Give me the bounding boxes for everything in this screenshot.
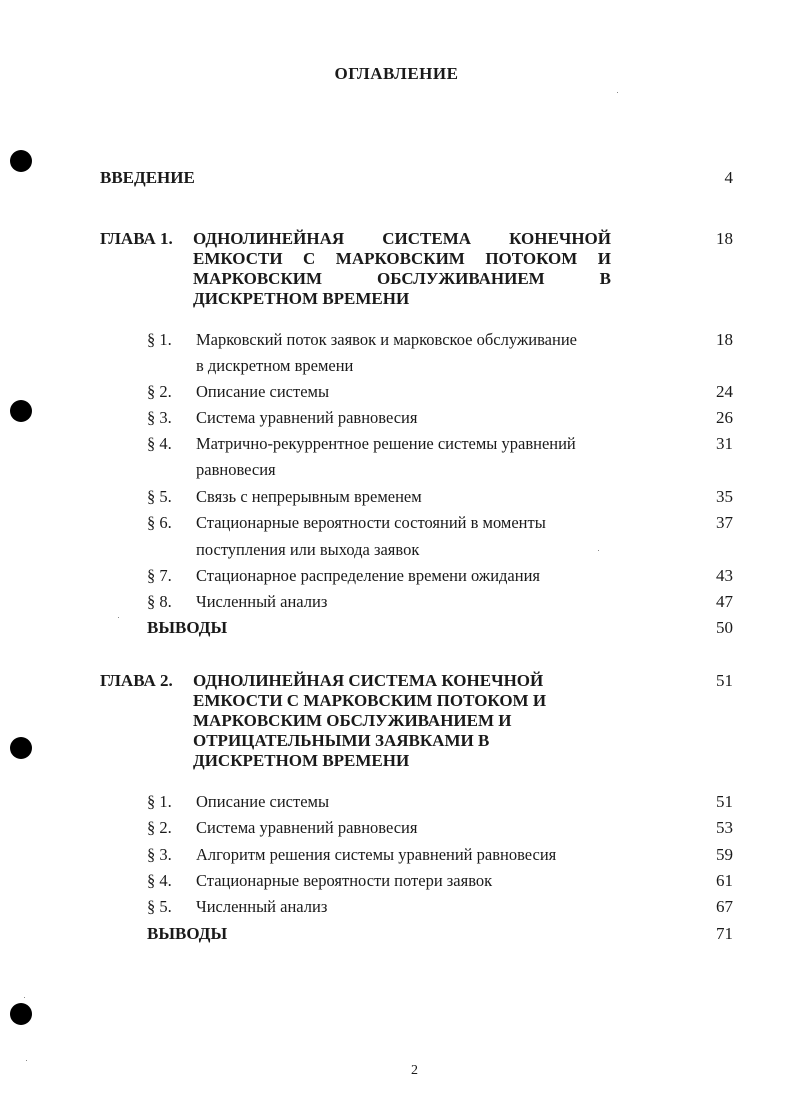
- section-number: § 8.: [147, 592, 172, 611]
- section-page: 59: [716, 845, 733, 864]
- scan-speck-decoration: [598, 550, 599, 551]
- section-number: § 1.: [147, 330, 172, 349]
- section-title-continued: равновесия: [196, 460, 276, 479]
- chapter2-page: 51: [716, 671, 733, 690]
- section-number: § 4.: [147, 434, 172, 453]
- page-title: ОГЛАВЛЕНИЕ: [334, 64, 459, 83]
- section-title: Описание системы: [196, 382, 330, 401]
- section-page: 24: [716, 382, 733, 401]
- section-title-continued: поступления или выхода заявок: [196, 540, 420, 559]
- section-number: § 2.: [147, 382, 172, 401]
- punch-hole-decoration: [10, 1003, 32, 1025]
- punch-hole-decoration: [10, 400, 32, 422]
- section-title: Алгоритм решения системы уравнений равновесия: [196, 845, 557, 864]
- punch-hole-decoration: [10, 737, 32, 759]
- scan-speck-decoration: [617, 92, 618, 93]
- chapter2-title-line: ЕМКОСТИ С МАРКОВСКИМ ПОТОКОМ И: [193, 691, 547, 710]
- chapter1-title-line: МАРКОВСКИМ ОБСЛУЖИВАНИЕМ В: [193, 269, 611, 288]
- chapter2-title-line: ДИСКРЕТНОМ ВРЕМЕНИ: [193, 751, 410, 770]
- section-title: Стационарные вероятности потери заявок: [196, 871, 493, 890]
- chapter2-title-line: МАРКОВСКИМ ОБСЛУЖИВАНИЕМ И: [193, 711, 512, 730]
- chapter1-title-line: ОДНОЛИНЕЙНАЯ СИСТЕМА КОНЕЧНОЙ: [193, 229, 611, 248]
- chapter1-title: [193, 229, 611, 309]
- section-page: 37: [716, 513, 733, 532]
- chapter2-conclusions-page: 71: [716, 924, 733, 943]
- section-number: § 3.: [147, 845, 172, 864]
- section-page: 51: [716, 792, 733, 811]
- punch-hole-decoration: [10, 150, 32, 172]
- section-title: Численный анализ: [196, 897, 328, 916]
- section-title: Марковский поток заявок и марковское обслуживание: [196, 330, 577, 349]
- section-title: Система уравнений равновесия: [196, 408, 418, 427]
- section-title: Численный анализ: [196, 592, 328, 611]
- intro-label: ВВЕДЕНИЕ: [100, 168, 195, 187]
- chapter1-conclusions-page: 50: [716, 618, 733, 637]
- section-number: § 4.: [147, 871, 172, 890]
- scan-speck-decoration: [26, 1060, 27, 1061]
- chapter1-title-line: ДИСКРЕТНОМ ВРЕМЕНИ: [193, 289, 410, 308]
- section-title: Система уравнений равновесия: [196, 818, 418, 837]
- section-title: Стационарные вероятности состояний в моменты: [196, 513, 546, 532]
- section-title: Стационарное распределение времени ожидания: [196, 566, 540, 585]
- section-number: § 6.: [147, 513, 172, 532]
- chapter1-page: 18: [716, 229, 733, 248]
- section-page: 67: [716, 897, 733, 916]
- chapter1-label: ГЛАВА 1.: [100, 229, 173, 248]
- section-title: Матрично-рекуррентное решение системы уравнений: [196, 434, 576, 453]
- chapter2-label: ГЛАВА 2.: [100, 671, 173, 690]
- section-title-continued: в дискретном времени: [196, 356, 354, 375]
- section-number: § 3.: [147, 408, 172, 427]
- section-number: § 5.: [147, 897, 172, 916]
- section-title: Связь с непрерывным временем: [196, 487, 422, 506]
- chapter1-conclusions-label: ВЫВОДЫ: [147, 618, 228, 637]
- scan-speck-decoration: [118, 617, 119, 618]
- section-page: 43: [716, 566, 733, 585]
- section-page: 26: [716, 408, 733, 427]
- chapter2-conclusions-label: ВЫВОДЫ: [147, 924, 228, 943]
- page-number: 2: [411, 1063, 418, 1078]
- chapter2-title-line: ОТРИЦАТЕЛЬНЫМИ ЗАЯВКАМИ В: [193, 731, 490, 750]
- section-number: § 7.: [147, 566, 172, 585]
- section-page: 61: [716, 871, 733, 890]
- section-number: § 2.: [147, 818, 172, 837]
- section-page: 53: [716, 818, 733, 837]
- section-page: 18: [716, 330, 733, 349]
- section-page: 35: [716, 487, 733, 506]
- chapter2-title: [193, 671, 563, 771]
- section-number: § 5.: [147, 487, 172, 506]
- chapter2-title-line: ОДНОЛИНЕЙНАЯ СИСТЕМА КОНЕЧНОЙ: [193, 671, 544, 690]
- section-page: 31: [716, 434, 733, 453]
- section-number: § 1.: [147, 792, 172, 811]
- intro-page: 4: [724, 168, 733, 187]
- section-title: Описание системы: [196, 792, 330, 811]
- section-page: 47: [716, 592, 733, 611]
- scan-speck-decoration: [24, 997, 25, 998]
- chapter1-title-line: ЕМКОСТИ С МАРКОВСКИМ ПОТОКОМ И: [193, 249, 611, 268]
